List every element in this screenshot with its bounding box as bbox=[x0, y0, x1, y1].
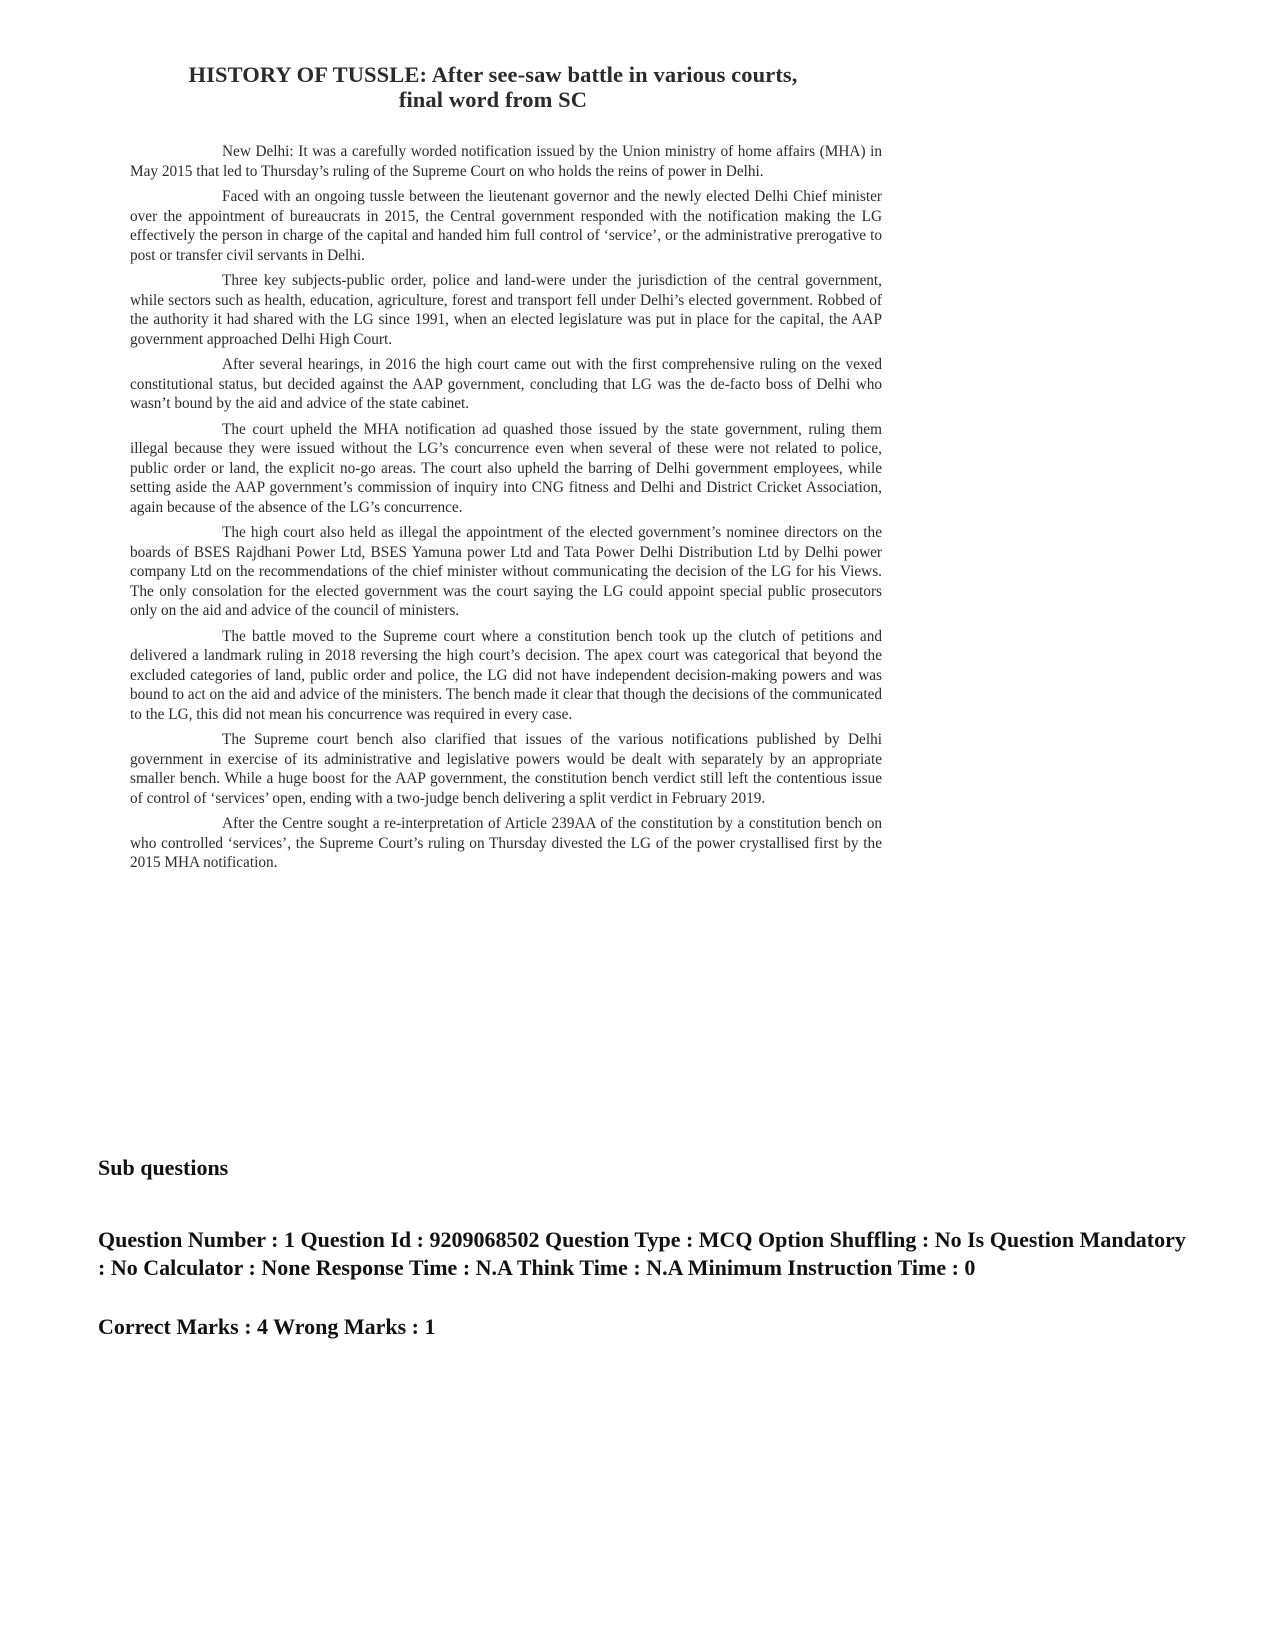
article-paragraph: The Supreme court bench also clarified that issues of the various notifications published by Delhi government in exercise of its administrative and legislative powers would be dealt with separately by an appropriate smaller bench. While a huge boost for the AAP government, the constitution bench verdict still left the contentious issue of control of ‘services’ open, ending with a two-judge bench delivering a split verdict in February 2019. bbox=[130, 731, 882, 807]
article-paragraph: After several hearings, in 2016 the high court came out with the first comprehensive ruling on the vexed constitutional status, but decided against the AAP government, concluding that LG was the de-facto boss of Delhi who wasn’t bound by the aid and advice of the state cabinet. bbox=[130, 356, 882, 412]
article-scan bbox=[98, 62, 888, 879]
article-paragraph: Faced with an ongoing tussle between the lieutenant governor and the newly elected Delhi Chief minister over the appointment of bureaucrats in 2015, the Central government responded with the notification making the LG effectively the person in charge of the capital and handed him full control of ‘service’, or the administrative prerogative to post or transfer civil servants in Delhi. bbox=[130, 188, 882, 264]
article-paragraph: The battle moved to the Supreme court where a constitution bench took up the clutch of petitions and delivered a landmark ruling in 2018 reversing the high court’s decision. The apex court was categorical that beyond the excluded categories of land, public order and police, the LG did not have independent decision-making powers and was bound to act on the aid and advice of the ministers. The bench made it clear that though the decisions of the communicated to the LG, this did not mean his concurrence was required in every case. bbox=[130, 627, 883, 723]
headline-line-2: final word from SC bbox=[398, 87, 588, 112]
article-headline bbox=[98, 62, 888, 112]
article-body bbox=[98, 142, 888, 873]
article-paragraph: New Delhi: It was a carefully worded notification issued by the Union ministry of home affairs (MHA) in May 2015 that led to Thursday’s ruling of the Supreme Court on who holds the reins of power in Delhi. bbox=[130, 143, 882, 180]
article-paragraph: The high court also held as illegal the appointment of the elected government’s nominee directors on the boards of BSES Rajdhani Power Ltd, BSES Yamuna power Ltd and Tata Power Delhi Distribution Ltd by Delhi power company Ltd on the recommendations of the chief minister without communicating the decision of the LG for his Views. The only consolation for the elected government was the court saying the LG could appoint special public prosecutors only on the aid and advice of the council of ministers. bbox=[130, 524, 882, 619]
article-paragraph: After the Centre sought a re-interpretation of Article 239AA of the constitution by a constitution bench on who controlled ‘services’, the Supreme Court’s ruling on Thursday divested the LG of the power crystallised first by the 2015 MHA notification. bbox=[130, 815, 882, 871]
article-paragraph: The court upheld the MHA notification ad quashed those issued by the state government, ruling them illegal because they were issued without the LG’s concurrence even when several of these were not related to police, public order or land, the explicit no-go areas. The court also upheld the barring of Delhi government employees, while setting aside the AAP government’s commission of inquiry into CNG fitness and Delhi and District Cricket Association, again because of the absence of the LG’s concurrence. bbox=[130, 420, 882, 516]
article-paragraph: Three key subjects-public order, police and land-were under the jurisdiction of the central government, while sectors such as health, education, agriculture, forest and transport fell under Delhi’s elected government. Robbed of the authority it had shared with the LG since 1991, when an elected legislature was put in place for the capital, the AAP government approached Delhi High Court. bbox=[130, 272, 882, 348]
question-info: Question Number : 1 Question Id : 9209068502 Question Type : MCQ Option Shuffling : No Is Question Mandatory : No Calculator : None Response Time : N.A Think Time : N.A Minimum Instruction Time : 0 bbox=[98, 1227, 1186, 1280]
sub-questions-heading: Sub questions bbox=[98, 1155, 229, 1180]
headline-line-1: HISTORY OF TUSSLE: After see-saw battle in various courts, bbox=[188, 62, 798, 87]
marks-info: Correct Marks : 4 Wrong Marks : 1 bbox=[98, 1314, 436, 1339]
